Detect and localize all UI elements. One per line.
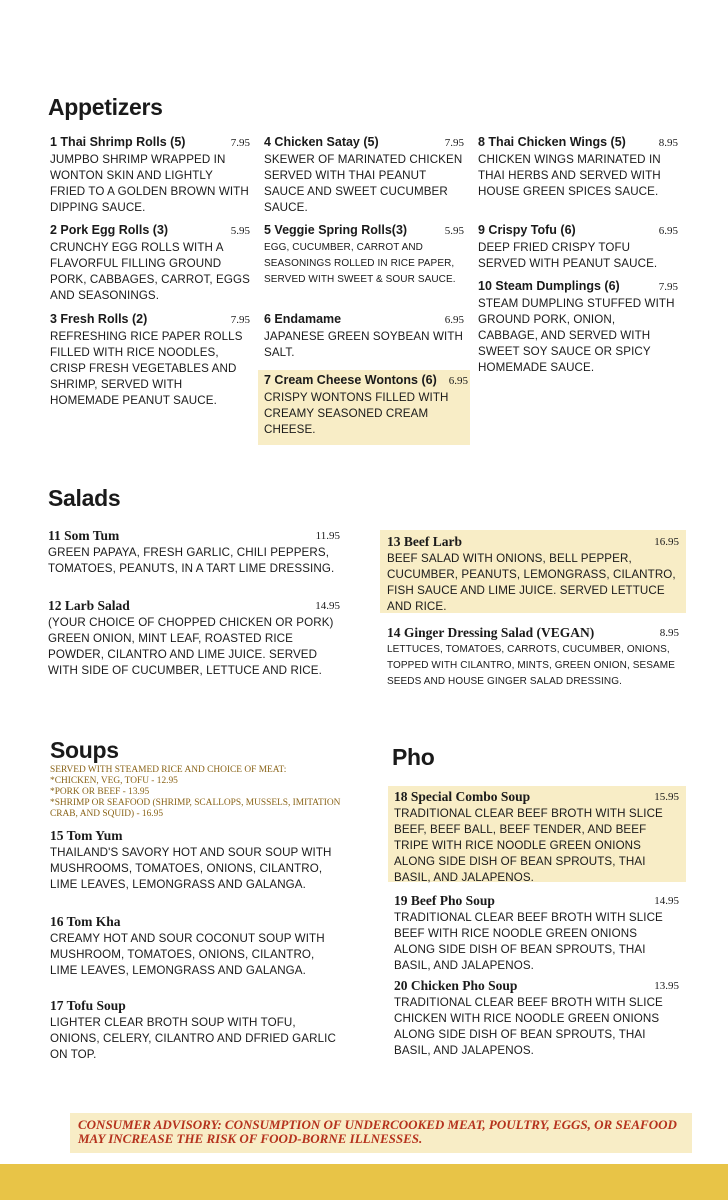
item-price: 8.95 — [659, 627, 679, 639]
item-price: 6.95 — [444, 314, 464, 326]
item-description: SKEWER OF MARINATED CHICKEN SERVED WITH THAI PEANUT SAUCE AND SWEET CUCUMBER SAUCE. — [264, 153, 463, 214]
consumer-advisory: CONSUMER ADVISORY: CONSUMPTION OF UNDERCOOKED MEAT, POULTRY, EGGS, OR SEAFOOD MAY INCREASE THE RISK OF FOOD-BORNE ILLNESSES. — [70, 1113, 692, 1153]
item-name: 20 Chicken Pho Soup — [394, 978, 518, 993]
item-name: 4 Chicken Satay (5) — [264, 135, 379, 149]
item-price: 13.95 — [654, 980, 679, 992]
item-description: BEEF SALAD WITH ONIONS, BELL PEPPER, CUCUMBER, PEANUTS, LEMONGRASS, CILANTRO, FISH SAUCE AND LIME JUICE. SERVED LETTUCE AND RICE. — [387, 552, 676, 613]
item-description: CHICKEN WINGS MARINATED IN THAI HERBS AND SERVED WITH HOUSE GREEN SPICES SAUCE. — [478, 153, 661, 198]
menu-item-2 — [50, 223, 250, 304]
soups-heading: Soups — [50, 737, 119, 763]
item-description: CRUNCHY EGG ROLLS WITH A FLAVORFUL FILLING GROUND PORK, CABBAGES, CARROT, EGGS AND SEASONINGS. — [50, 241, 250, 302]
menu-item-4 — [264, 135, 464, 216]
menu-item-5 — [264, 223, 464, 288]
item-price: 14.95 — [315, 600, 340, 612]
item-description: DEEP FRIED CRISPY TOFU SERVED WITH PEANUT SAUCE. — [478, 241, 658, 270]
menu-item-9 — [478, 223, 678, 272]
item-price: 6.95 — [658, 225, 678, 237]
item-description: EGG, CUCUMBER, CARROT AND SEASONINGS ROLLED IN RICE PAPER, SERVED WITH SWEET & SOUR SAUCE. — [264, 242, 456, 285]
item-price: 14.95 — [654, 895, 679, 907]
menu-item-19 — [394, 893, 679, 974]
item-name: 11 Som Tum — [48, 528, 120, 543]
soup-info-line: SERVED WITH STEAMED RICE AND CHOICE OF MEAT: — [50, 765, 287, 775]
item-name: 5 Veggie Spring Rolls(3) — [264, 223, 408, 237]
item-description: REFRESHING RICE PAPER ROLLS FILLED WITH RICE NOODLES, CRISP FRESH VEGETABLES AND SHRIMP, SERVED WITH HOMEMADE PEANUT SAUCE. — [50, 330, 243, 407]
menu-item-8 — [478, 135, 678, 200]
menu-item-18 — [388, 786, 686, 882]
item-name: 18 Special Combo Soup — [394, 789, 531, 804]
item-description: TRADITIONAL CLEAR BEEF BROTH WITH SLICE CHICKEN WITH RICE NOODLE GREEN ONIONS ALONG SIDE DISH OF BEAN SPROUTS, THAI BASIL, AND JALAPENOS. — [394, 996, 663, 1057]
soup-info-line: *CHICKEN, VEG, TOFU - 12.95 — [50, 776, 178, 786]
menu-item-7 — [258, 370, 470, 445]
menu-item-20 — [394, 978, 679, 1059]
item-price: 5.95 — [230, 225, 250, 237]
soup-meat-options — [50, 765, 350, 820]
menu-item-15 — [50, 828, 340, 893]
item-price: 5.95 — [444, 225, 464, 237]
soup-info-line: *SHRIMP OR SEAFOOD (SHRIMP, SCALLOPS, MUSSELS, IMITATION CRAB, AND SQUID) - 16.95 — [50, 798, 341, 819]
item-name: 19 Beef Pho Soup — [394, 893, 495, 908]
item-description: LIGHTER CLEAR BROTH SOUP WITH TOFU, ONIONS, CELERY, CILANTRO AND DFRIED GARLIC ON TOP. — [50, 1016, 336, 1061]
item-name: 16 Tom Kha — [50, 914, 121, 929]
menu-item-16 — [50, 914, 340, 979]
item-name: 6 Endamame — [264, 312, 342, 326]
appetizers-heading: Appetizers — [48, 94, 163, 120]
item-description: CRISPY WONTONS FILLED WITH CREAMY SEASONED CREAM CHEESE. — [264, 391, 449, 436]
menu-item-14 — [387, 625, 679, 690]
item-description: STEAM DUMPLING STUFFED WITH GROUND PORK, ONION, CABBAGE, AND SERVED WITH SWEET SOY SAUCE OR SPICY HOMEMADE SAUCE. — [478, 297, 675, 374]
item-price: 7.95 — [230, 137, 250, 149]
item-description: TRADITIONAL CLEAR BEEF BROTH WITH SLICE BEEF, BEEF BALL, BEEF TENDER, AND BEEF TRIPE WITH RICE NOODLE GREEN ONIONS ALONG SIDE DISH OF BEAN SPROUTS, THAI BASIL, AND JALAPENOS. — [394, 807, 663, 884]
menu-item-1 — [50, 135, 250, 216]
menu-item-10 — [478, 279, 678, 376]
item-name: 9 Crispy Tofu (6) — [478, 223, 576, 237]
item-description: (YOUR CHOICE OF CHOPPED CHICKEN OR PORK) GREEN ONION, MINT LEAF, ROASTED RICE POWDER, CILANTRO AND LIME JUICE. SERVED WITH SIDE OF CUCUMBER, LETTUCE AND RICE. — [48, 616, 334, 677]
item-name: 10 Steam Dumplings (6) — [478, 279, 620, 293]
item-price: 16.95 — [654, 536, 679, 548]
item-price: 11.95 — [315, 530, 340, 542]
item-price: 15.95 — [654, 791, 679, 803]
item-name: 3 Fresh Rolls (2) — [50, 312, 148, 326]
menu-item-3 — [50, 312, 250, 409]
menu-item-12 — [48, 598, 340, 679]
item-description: CREAMY HOT AND SOUR COCONUT SOUP WITH MUSHROOM, TOMATOES, ONIONS, CILANTRO, LIME LEAVES, LEMONGRASS AND GALANGA. — [50, 932, 325, 977]
item-name: 12 Larb Salad — [48, 598, 130, 613]
item-price: 8.95 — [658, 137, 678, 149]
menu-item-6 — [264, 312, 464, 361]
item-price: 7.95 — [658, 281, 678, 293]
item-name: 13 Beef Larb — [387, 534, 462, 549]
item-name: 8 Thai Chicken Wings (5) — [478, 135, 626, 149]
menu-item-11 — [48, 528, 340, 577]
item-price: 7.95 — [230, 314, 250, 326]
soup-info-line: *PORK OR BEEF - 13.95 — [50, 787, 150, 797]
item-price: 7.95 — [444, 137, 464, 149]
footer-bar — [0, 1164, 728, 1200]
item-name: 15 Tom Yum — [50, 828, 123, 843]
item-name: 17 Tofu Soup — [50, 998, 126, 1013]
menu-item-13 — [380, 530, 686, 613]
item-name: 2 Pork Egg Rolls (3) — [50, 223, 169, 237]
item-name: 1 Thai Shrimp Rolls (5) — [50, 135, 186, 149]
item-description: LETTUCES, TOMATOES, CARROTS, CUCUMBER, ONIONS, TOPPED WITH CILANTRO, MINTS, GREEN ONION, SESAME SEEDS AND HOUSE GINGER SALAD DRESSING. — [387, 644, 675, 687]
item-name: 7 Cream Cheese Wontons (6) — [264, 373, 437, 387]
item-description: JAPANESE GREEN SOYBEAN WITH SALT. — [264, 330, 463, 359]
item-description: THAILAND'S SAVORY HOT AND SOUR SOUP WITH MUSHROOMS, TOMATOES, ONIONS, CILANTRO, LIME LEAVES, LEMONGRASS AND GALANGA. — [50, 846, 332, 891]
item-name: 14 Ginger Dressing Salad (VEGAN) — [387, 625, 595, 640]
pho-heading: Pho — [392, 744, 435, 770]
item-description: TRADITIONAL CLEAR BEEF BROTH WITH SLICE BEEF WITH RICE NOODLE GREEN ONIONS ALONG SIDE DISH OF BEAN SPROUTS, THAI BASIL, AND JALAPENOS. — [394, 911, 663, 972]
menu-item-17 — [50, 998, 340, 1063]
item-price: 6.95 — [448, 375, 468, 387]
item-description: JUMPBO SHRIMP WRAPPED IN WONTON SKIN AND LIGHTLY FRIED TO A GOLDEN BROWN WITH DIPPING SAUCE. — [50, 153, 249, 214]
salads-heading: Salads — [48, 485, 121, 511]
item-description: GREEN PAPAYA, FRESH GARLIC, CHILI PEPPERS, TOMATOES, PEANUTS, IN A TART LIME DRESSING. — [48, 546, 335, 575]
